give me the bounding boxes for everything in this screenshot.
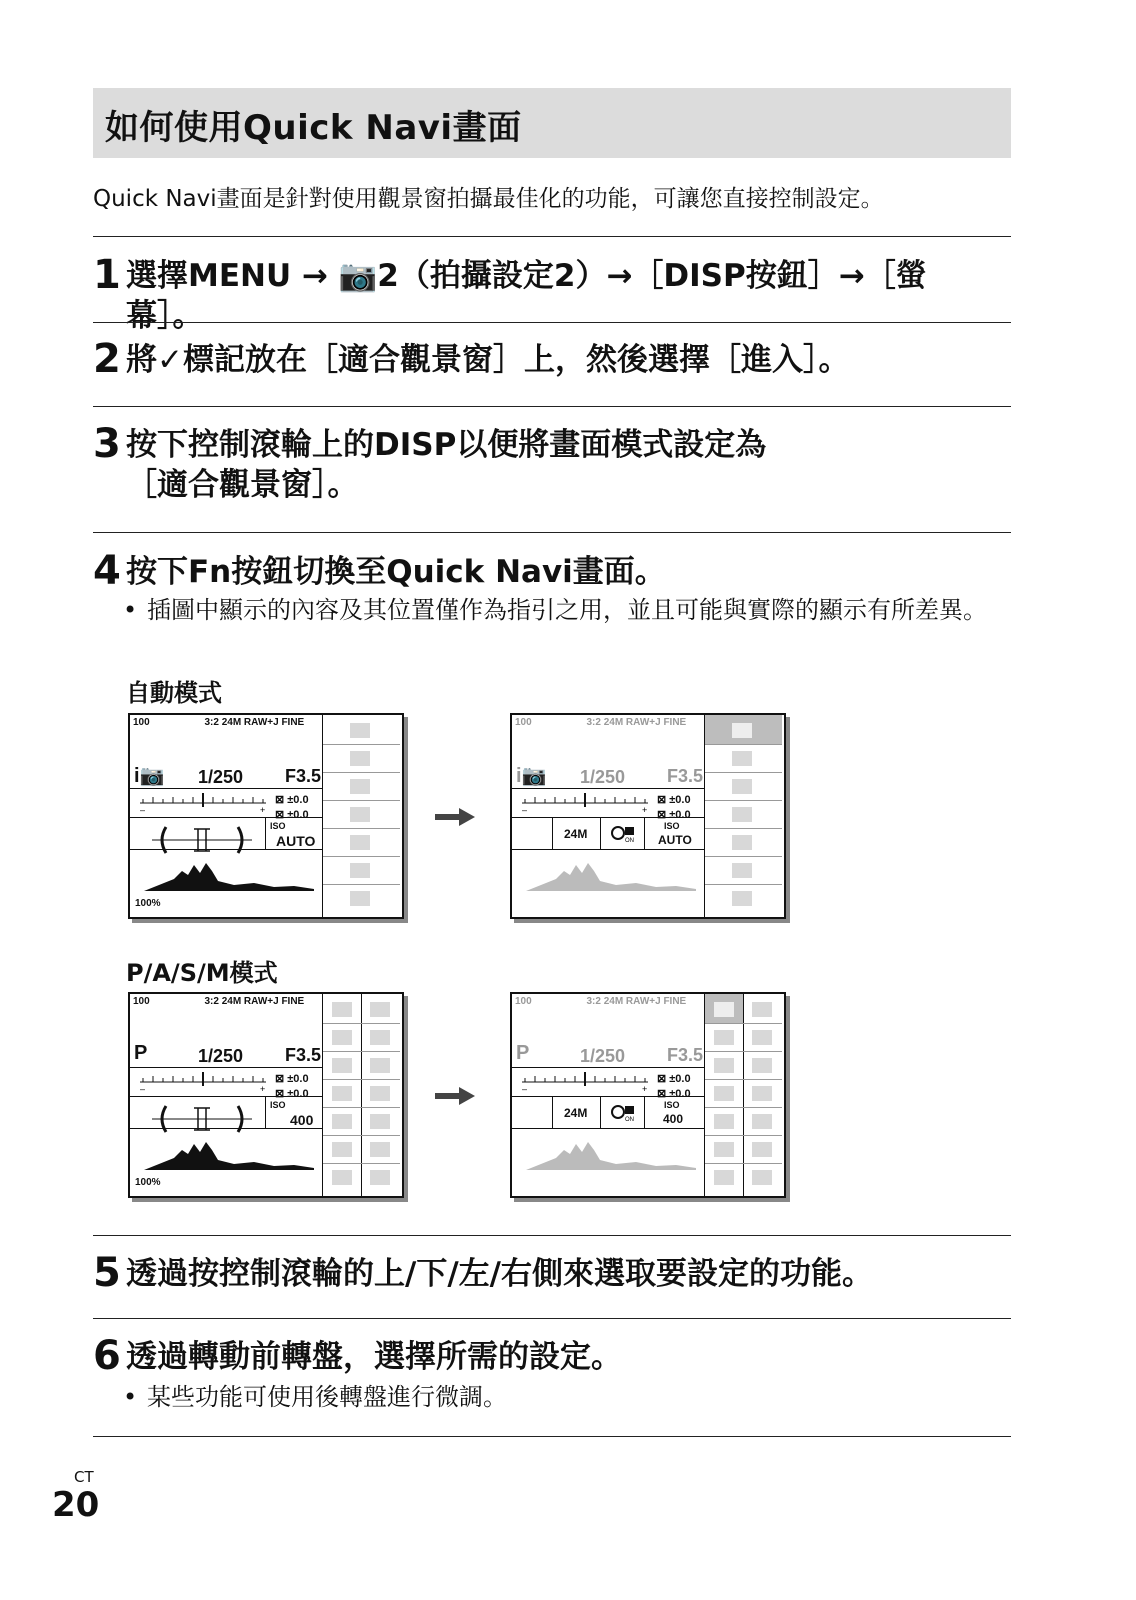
function-slot[interactable] (350, 723, 370, 738)
grid-line (323, 828, 400, 829)
divider (644, 817, 645, 849)
divider (93, 1235, 1011, 1236)
function-slot[interactable] (332, 1142, 352, 1157)
exposure-scale-icon (520, 793, 650, 813)
step-text: 透過轉動前轉盤，選擇所需的設定。 (126, 1339, 622, 1375)
image-size: 24M (564, 827, 588, 841)
divider (704, 715, 705, 917)
page-number: 20 (52, 1485, 100, 1525)
step-text: 選擇MENU → 📷2（拍攝設定2）→［DISP按鈕］→［螢幕］。 (126, 258, 927, 334)
shutter-speed: 1/250 (198, 1046, 244, 1066)
divider (265, 1096, 266, 1128)
function-slot[interactable] (332, 1086, 352, 1101)
function-slot[interactable] (350, 863, 370, 878)
aspect-ratio: 3:2 (204, 996, 219, 1007)
aspect-ratio: 3:2 (586, 717, 601, 728)
divider (552, 817, 553, 849)
grid-line (705, 800, 782, 801)
exposure-compensation (275, 793, 309, 823)
divider (600, 817, 601, 849)
grid-line (705, 884, 782, 885)
svg-text:–: – (522, 805, 528, 813)
function-slot[interactable] (332, 1058, 352, 1073)
svg-text:+: + (260, 1084, 266, 1092)
image-format: 24M RAW+J FINE (221, 717, 305, 728)
exposure-compensation (275, 1072, 309, 1102)
step-number: 5 (93, 1250, 121, 1296)
iso-label: ISO (664, 1100, 680, 1110)
focus-area-icon (148, 825, 256, 855)
function-slot[interactable] (732, 835, 752, 850)
step-number: 4 (93, 548, 121, 594)
grid-line (323, 1107, 400, 1108)
note-text: 插圖中顯示的內容及其位置僅作為指引之用，並且可能與實際的顯示有所差異。 (147, 596, 987, 624)
camera-screen-pasm-standard (128, 992, 404, 1198)
screen-status-row (133, 717, 304, 728)
pasm-mode-label: P/A/S/M模式 (126, 959, 278, 987)
image-format: 24M RAW+J FINE (221, 996, 305, 1007)
screen-status-row (515, 717, 686, 728)
histogram-icon (144, 1140, 314, 1170)
shots-remaining: 100 (515, 717, 532, 728)
function-slot[interactable] (350, 835, 370, 850)
iso-value: 400 (290, 1112, 314, 1128)
exp-comp-2: ⊠ ±0.0 (657, 1088, 691, 1100)
exp-comp-1: ⊠ ±0.0 (275, 794, 309, 806)
auto-mode-icon: i📷 (516, 765, 547, 787)
grid-line (705, 1107, 782, 1108)
svg-text:–: – (140, 1084, 146, 1092)
image-format: 24M RAW+J FINE (603, 717, 687, 728)
step-text: 將✓標記放在［適合觀景窗］上，然後選擇［進入］。 (126, 342, 850, 378)
function-slot[interactable] (714, 1058, 734, 1073)
grid-line (323, 1079, 400, 1080)
screen-status-row (515, 996, 686, 1007)
grid-line (323, 1023, 400, 1024)
step-text: 透過按控制滾輪的上/下/左/右側來選取要設定的功能。 (126, 1256, 873, 1292)
divider (552, 1096, 553, 1128)
function-slot[interactable] (332, 1002, 352, 1017)
function-slot[interactable] (732, 779, 752, 794)
function-slot[interactable] (714, 1170, 734, 1185)
p-mode-icon: P (134, 1042, 148, 1064)
intro-text: Quick Navi畫面是針對使用觀景窗拍攝最佳化的功能，可讓您直接控制設定。 (93, 186, 884, 212)
divider (130, 1067, 322, 1068)
divider (93, 1436, 1011, 1437)
function-slot[interactable] (714, 1114, 734, 1129)
divider (130, 1096, 322, 1097)
grid-line (705, 828, 782, 829)
aperture-value: F3.5 (667, 1045, 704, 1065)
iso-value: 400 (663, 1112, 684, 1126)
function-slot[interactable] (370, 1142, 390, 1157)
step-text: 按下Fn按鈕切換至Quick Navi畫面。 (126, 554, 666, 590)
exp-comp-2: ⊠ ±0.0 (275, 809, 309, 821)
grid-line (323, 884, 400, 885)
grid-line (323, 1163, 400, 1164)
grid-line (323, 744, 400, 745)
grid-line (705, 1051, 782, 1052)
arrow-right-icon (435, 1087, 475, 1105)
divider (512, 1067, 704, 1068)
exposure-scale-icon (138, 1072, 268, 1092)
exp-comp-1: ⊠ ±0.0 (657, 794, 691, 806)
language-code: CT (74, 1468, 94, 1486)
divider (512, 1128, 704, 1129)
grid-line (323, 1135, 400, 1136)
screen-status-row (133, 996, 304, 1007)
grid-line (323, 800, 400, 801)
divider (130, 1128, 322, 1129)
shots-remaining: 100 (515, 996, 532, 1007)
arrow-right-icon (435, 808, 475, 826)
histogram-icon (526, 861, 696, 891)
function-slot[interactable] (332, 1030, 352, 1045)
divider (93, 322, 1011, 323)
step-text: 按下控制滾輪上的DISP以便將畫面模式設定為［適合觀景窗］。 (126, 427, 767, 503)
function-slot[interactable] (752, 1114, 772, 1129)
function-slot[interactable] (350, 891, 370, 906)
divider (322, 715, 323, 917)
step-4-note (123, 594, 1003, 627)
note-text: 某些功能可使用後轉盤進行微調。 (147, 1383, 507, 1411)
divider (93, 236, 1011, 237)
shots-remaining: 100 (133, 996, 150, 1007)
exposure-compensation (657, 793, 691, 823)
svg-text:ON: ON (625, 1117, 634, 1122)
grid-line (323, 772, 400, 773)
battery-level: 100% (135, 898, 161, 909)
grid-line (705, 744, 782, 745)
function-slot[interactable] (732, 723, 752, 738)
bullet-dot: • (123, 596, 138, 624)
divider (743, 994, 744, 1196)
function-slot[interactable] (714, 1142, 734, 1157)
shutter-speed: 1/250 (198, 767, 244, 787)
exp-comp-2: ⊠ ±0.0 (657, 809, 691, 821)
grid-line (705, 772, 782, 773)
iso-label: ISO (270, 1100, 286, 1110)
steadyshot-icon (610, 1102, 636, 1122)
svg-text:–: – (140, 805, 146, 813)
svg-text:+: + (260, 805, 266, 813)
grid-line (323, 1051, 400, 1052)
function-slot[interactable] (752, 1058, 772, 1073)
iso-value: AUTO (658, 833, 692, 847)
aperture-value: F3.5 (285, 1045, 322, 1065)
function-slot[interactable] (752, 1170, 772, 1185)
divider (130, 817, 322, 818)
step-number: 1 (93, 252, 121, 298)
aspect-ratio: 3:2 (586, 996, 601, 1007)
shutter-speed: 1/250 (580, 767, 626, 787)
divider (93, 532, 1011, 533)
exp-comp-1: ⊠ ±0.0 (275, 1073, 309, 1085)
divider (93, 1318, 1011, 1319)
function-slot[interactable] (714, 1002, 734, 1017)
step-number: 6 (93, 1333, 121, 1379)
grid-line (705, 1079, 782, 1080)
function-slot[interactable] (752, 1030, 772, 1045)
divider (512, 817, 704, 818)
histogram-icon (526, 1140, 696, 1170)
section-title-bar (93, 88, 1011, 158)
camera-screen-auto-standard (128, 713, 404, 919)
function-slot[interactable] (370, 1114, 390, 1129)
camera-screen-pasm-quicknavi (510, 992, 786, 1198)
steadyshot-icon (610, 823, 636, 843)
grid-line (705, 856, 782, 857)
exposure-compensation (657, 1072, 691, 1102)
grid-line (705, 1135, 782, 1136)
auto-mode-label: 自動模式 (126, 679, 222, 707)
step-number: 2 (93, 336, 121, 382)
grid-line (705, 1023, 782, 1024)
bullet-dot: • (123, 1383, 138, 1411)
function-slot[interactable] (350, 807, 370, 822)
exposure-scale-icon (138, 793, 268, 813)
function-slot[interactable] (732, 807, 752, 822)
divider (130, 788, 322, 789)
function-slot[interactable] (370, 1002, 390, 1017)
iso-label: ISO (664, 821, 680, 831)
svg-text:ON: ON (625, 838, 634, 843)
divider (600, 1096, 601, 1128)
battery-level: 100% (135, 1177, 161, 1188)
step-6-note (123, 1381, 1003, 1414)
svg-text:+: + (642, 805, 648, 813)
image-format: 24M RAW+J FINE (603, 996, 687, 1007)
function-slot[interactable] (370, 1058, 390, 1073)
divider (130, 849, 322, 850)
exp-comp-2: ⊠ ±0.0 (275, 1088, 309, 1100)
divider (265, 817, 266, 849)
shots-remaining: 100 (133, 717, 150, 728)
grid-line (323, 856, 400, 857)
section-title: 如何使用Quick Navi畫面 (105, 108, 522, 148)
p-mode-icon: P (516, 1042, 530, 1064)
histogram-icon (144, 861, 314, 891)
function-slot[interactable] (714, 1086, 734, 1101)
function-slot[interactable] (752, 1142, 772, 1157)
function-slot[interactable] (370, 1170, 390, 1185)
iso-value: AUTO (276, 833, 316, 849)
divider (93, 406, 1011, 407)
camera-screen-auto-quicknavi (510, 713, 786, 919)
aperture-value: F3.5 (285, 766, 322, 786)
function-slot[interactable] (752, 1086, 772, 1101)
function-slot[interactable] (714, 1030, 734, 1045)
function-slot[interactable] (370, 1030, 390, 1045)
function-slot[interactable] (370, 1086, 390, 1101)
function-slot[interactable] (332, 1114, 352, 1129)
aperture-value: F3.5 (667, 766, 704, 786)
step-number: 3 (93, 421, 121, 467)
function-slot[interactable] (732, 863, 752, 878)
image-size: 24M (564, 1106, 588, 1120)
divider (512, 788, 704, 789)
aspect-ratio: 3:2 (204, 717, 219, 728)
svg-text:–: – (522, 1084, 528, 1092)
divider (704, 994, 705, 1196)
divider (512, 1096, 704, 1097)
iso-label: ISO (270, 821, 286, 831)
svg-text:+: + (642, 1084, 648, 1092)
divider (644, 1096, 645, 1128)
auto-mode-icon: i📷 (134, 765, 165, 787)
shutter-speed: 1/250 (580, 1046, 626, 1066)
grid-line (705, 1163, 782, 1164)
function-slot[interactable] (350, 779, 370, 794)
divider (322, 994, 323, 1196)
function-slot[interactable] (350, 751, 370, 766)
function-slot[interactable] (332, 1170, 352, 1185)
exp-comp-1: ⊠ ±0.0 (657, 1073, 691, 1085)
divider (512, 849, 704, 850)
divider (361, 994, 362, 1196)
function-slot[interactable] (732, 751, 752, 766)
exposure-scale-icon (520, 1072, 650, 1092)
function-slot[interactable] (732, 891, 752, 906)
function-slot[interactable] (752, 1002, 772, 1017)
focus-area-icon (148, 1104, 256, 1134)
